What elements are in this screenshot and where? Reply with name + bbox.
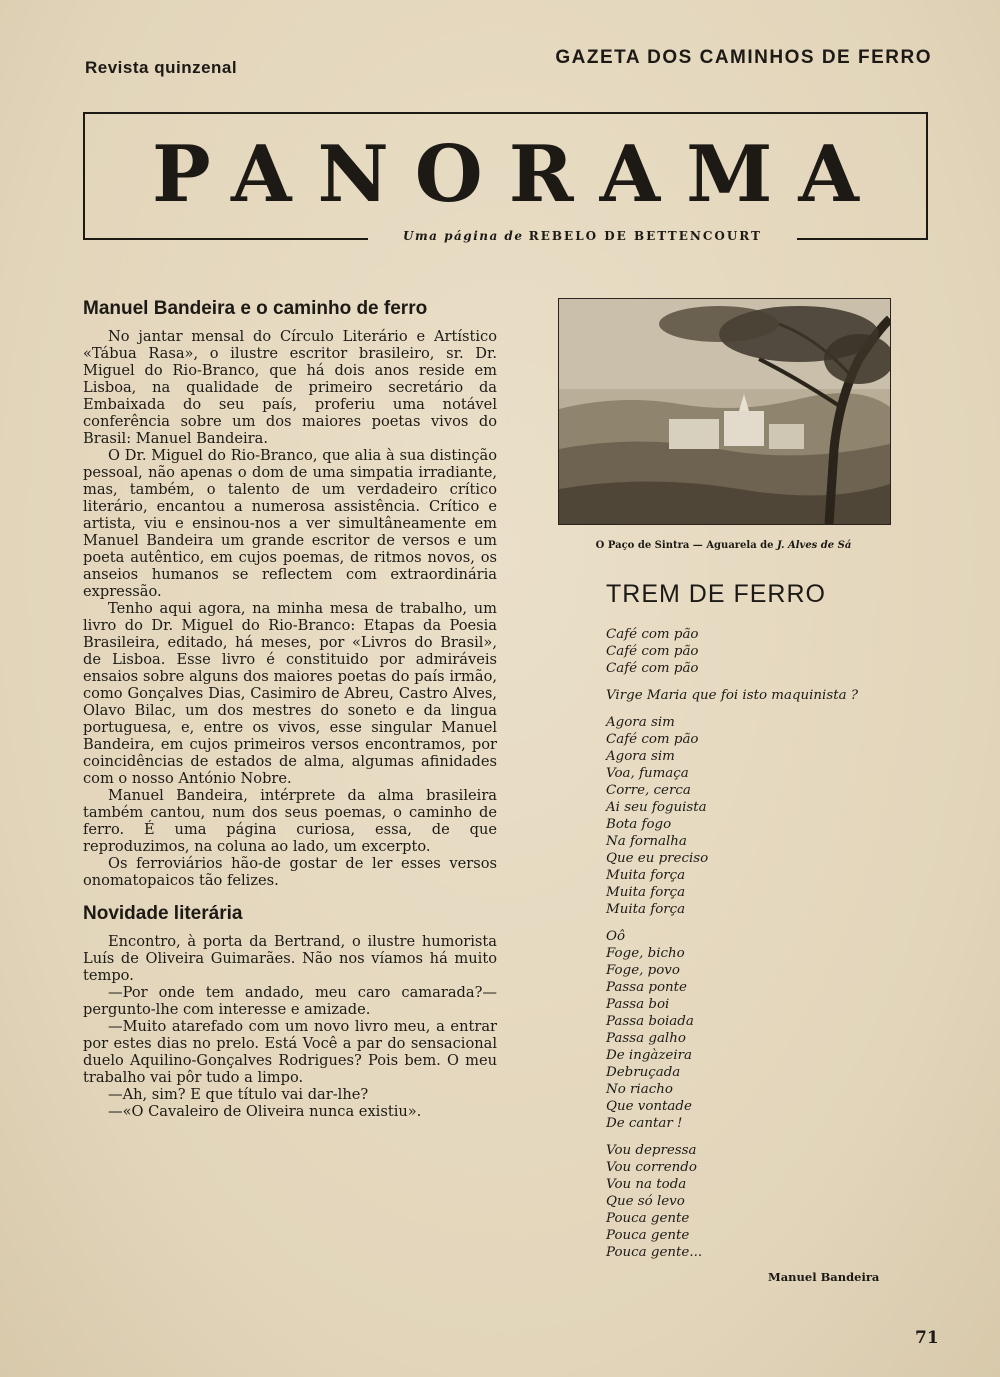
- poem-line: Pouca gente...: [606, 1245, 703, 1260]
- poem-line: Ai seu foguista: [606, 800, 707, 815]
- poem-line: Que só levo: [606, 1194, 685, 1209]
- poem-line: Pouca gente: [606, 1228, 690, 1243]
- poem-line: Na fornalha: [606, 834, 687, 849]
- poem-stanza: [606, 714, 906, 918]
- poem-line: Corre, cerca: [606, 783, 691, 798]
- article2-paragraph: Encontro, à porta da Bertrand, o ilustre humorista Luís de Oliveira Guimarães. Não nos víamos há muito tempo.: [83, 933, 497, 984]
- poem-line: Oô: [606, 929, 626, 944]
- poem-line: Café com pão: [606, 661, 699, 676]
- article2-paragraph: —Por onde tem andado, meu caro camarada?— pergunto-lhe com interesse e amizade.: [83, 984, 497, 1018]
- article1-paragraph: O Dr. Miguel do Rio-Branco, que alia à sua distinção pessoal, não apenas o dom de uma simpatia irradiante, mas, também, o talento de um verdadeiro crítico literário, encantou a numerosa assistência. Crítico e artista, viu e ensinou-nos a ver simultâneamente em Manuel Bandeira um grande escritor de versos e um poeta autêntico, em cujos poemas, de ritmos novos, os anseios humanos se reflectem com extraordinária expressão.: [83, 447, 497, 600]
- article2-paragraph: —Muito atarefado com um novo livro meu, a entrar por estes dias no prelo. Está Você a par do sensacional duelo Aquilino-Gonçalves Rodrigues? Pois bem. O meu trabalho vai pôr tudo a limpo.: [83, 1018, 497, 1086]
- poem-line: Agora sim: [606, 749, 675, 764]
- image-caption: [558, 540, 889, 551]
- panorama-frame-rule-left: [83, 238, 368, 240]
- poem-line: Agora sim: [606, 715, 675, 730]
- poem-line: Foge, povo: [606, 963, 680, 978]
- poem-author: Manuel Bandeira: [768, 1270, 880, 1284]
- article1-paragraph: Manuel Bandeira, intérprete da alma brasileira também cantou, num dos seus poemas, o caminho de ferro. É uma página curiosa, essa, de que reproduzimos, na coluna ao lado, um excerpto.: [83, 787, 497, 855]
- byline-prefix: Uma página de: [403, 229, 524, 243]
- header-right: GAZETA DOS CAMINHOS DE FERRO: [555, 47, 932, 68]
- poem-line: Que vontade: [606, 1099, 692, 1114]
- poem-line: Foge, bicho: [606, 946, 685, 961]
- article2-paragraph: —«O Cavaleiro de Oliveira nunca existiu».: [108, 1103, 422, 1120]
- article1-paragraph: Tenho aqui agora, na minha mesa de trabalho, um livro do Dr. Miguel do Rio-Branco: Etapas da Poesia Brasileira, editado, há meses, por «Livros do Brasil», de Lisboa. Esse livro é constituido por admiráveis ensaios sobre alguns dos maiores poetas do país irmão, como Gonçalves Dias, Casimiro de Abreu, Castro Alves, Olavo Bilac, um dos mestres do soneto e da lingua portuguesa, e, entre os vivos, esse singular Manuel Bandeira, em cujos primeiros versos encontramos, por coincidências de estados de alma, algumas afinidades com o nosso António Nobre.: [83, 600, 497, 787]
- header-left: Revista quinzenal: [85, 58, 238, 77]
- caption-artist: J. Alves de Sá: [777, 540, 852, 551]
- byline-author: REBELO DE BETTENCOURT: [528, 229, 762, 243]
- sintra-watercolor-illustration: [559, 299, 890, 524]
- poem-stanza: [606, 928, 906, 1132]
- panorama-title: PANORAMA: [152, 129, 885, 220]
- article2-title: Novidade literária: [83, 903, 243, 924]
- byline: [370, 229, 795, 243]
- caption-prefix: O Paço de Sintra — Aguarela de: [595, 540, 774, 551]
- poem-line: Passa galho: [606, 1031, 686, 1046]
- article1-title: Manuel Bandeira e o caminho de ferro: [83, 298, 428, 319]
- poem-line: Virge Maria que foi isto maquinista ?: [606, 688, 859, 703]
- poem-line: Passa boiada: [606, 1014, 694, 1029]
- poem-line: Passa boi: [606, 997, 670, 1012]
- poem-line: Vou na toda: [606, 1177, 687, 1192]
- poem-line: Debruçada: [606, 1065, 681, 1080]
- poem-body: [606, 626, 906, 1271]
- poem-line: Café com pão: [606, 644, 699, 659]
- article1-paragraph: Os ferroviários hão-de gostar de ler esses versos onomatopaicos tão felizes.: [83, 855, 497, 889]
- poem-line: Muita força: [606, 902, 686, 917]
- poem-line: Voa, fumaça: [606, 766, 689, 781]
- sintra-watercolor-image: [558, 298, 891, 525]
- poem-line: Que eu preciso: [606, 851, 709, 866]
- poem-stanza: [606, 626, 906, 677]
- poem-line: Bota fogo: [606, 817, 672, 832]
- poem-line: Muita força: [606, 885, 686, 900]
- poem-line: Vou correndo: [606, 1160, 697, 1175]
- poem-stanza: [606, 1142, 906, 1261]
- poem-line: No riacho: [606, 1082, 673, 1097]
- poem-line: Café com pão: [606, 627, 699, 642]
- poem-line: De ingàzeira: [606, 1048, 693, 1063]
- poem-line: Vou depressa: [606, 1143, 697, 1158]
- poem-stanza: [606, 687, 906, 704]
- article1-paragraph: No jantar mensal do Círculo Literário e Artístico «Tábua Rasa», o ilustre escritor brasileiro, sr. Dr. Miguel do Rio-Branco, que há dois anos reside em Lisboa, na qualidade de primeiro secretário da Embaixada do seu país, proferiu uma notável conferência sobre um dos maiores poetas vivos do Brasil: Manuel Bandeira.: [83, 328, 497, 447]
- poem-line: Passa ponte: [606, 980, 687, 995]
- left-column: [83, 298, 497, 1120]
- poem-title: TREM DE FERRO: [606, 580, 826, 608]
- poem-line: Muita força: [606, 868, 686, 883]
- poem-line: Pouca gente: [606, 1211, 690, 1226]
- poem-line: Café com pão: [606, 732, 699, 747]
- poem-line: De cantar !: [606, 1116, 683, 1131]
- article2-paragraph: —Ah, sim? E que título vai dar-lhe?: [108, 1086, 369, 1103]
- panorama-frame-rule-right: [797, 238, 928, 240]
- page-number: 71: [915, 1328, 939, 1348]
